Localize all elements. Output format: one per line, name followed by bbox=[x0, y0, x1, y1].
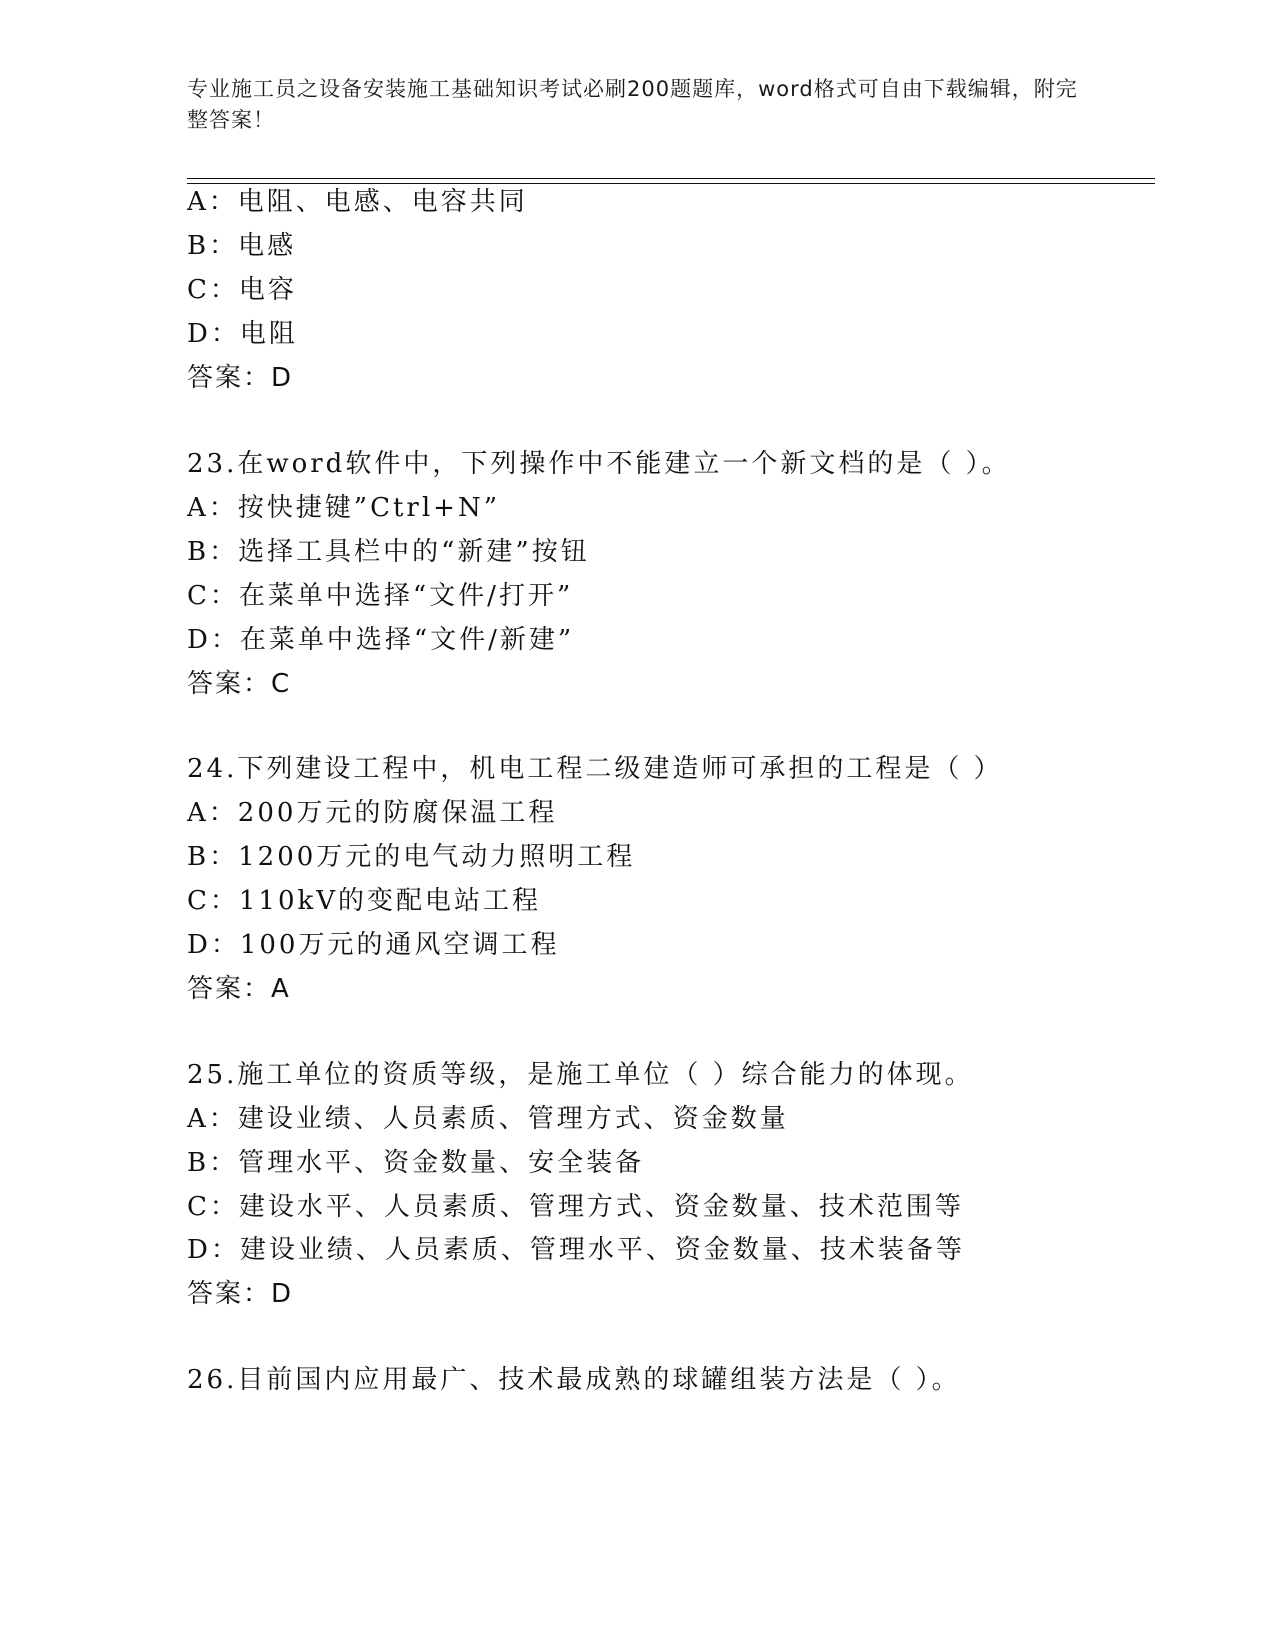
question-prompt: 24.下列建设工程中，机电工程二级建造师可承担的工程是（ ） bbox=[187, 754, 1003, 784]
question-prompt: 26.目前国内应用最广、技术最成熟的球罐组装方法是（ ）。 bbox=[187, 1365, 961, 1395]
answer-line: 答案：D bbox=[187, 1279, 294, 1309]
option-c: C：110kV的变配电站工程 bbox=[187, 886, 542, 916]
option-a: A：按快捷键”Ctrl+N” bbox=[187, 493, 500, 523]
option-a: A：200万元的防腐保温工程 bbox=[187, 798, 558, 828]
option-a: A：建设业绩、人员素质、管理方式、资金数量 bbox=[187, 1104, 789, 1134]
answer-line: 答案：C bbox=[187, 669, 292, 699]
option-d: D：在菜单中选择“文件/新建” bbox=[187, 625, 575, 655]
option-b: B：1200万元的电气动力照明工程 bbox=[187, 842, 636, 872]
question-prompt: 25.施工单位的资质等级，是施工单位（ ）综合能力的体现。 bbox=[187, 1060, 974, 1090]
option-a: A：电阻、电感、电容共同 bbox=[187, 187, 528, 217]
option-d: D：100万元的通风空调工程 bbox=[187, 930, 560, 960]
option-c: C：电容 bbox=[187, 275, 297, 305]
option-c: C：建设水平、人员素质、管理方式、资金数量、技术范围等 bbox=[187, 1192, 964, 1222]
question-prompt: 23.在word软件中，下列操作中不能建立一个新文档的是（ ）。 bbox=[187, 449, 1011, 479]
document-header: 专业施工员之设备安装施工基础知识考试必刷200题题库，word格式可自由下载编辑，附完整答案！ bbox=[187, 77, 1078, 132]
header-divider-bottom bbox=[187, 183, 1155, 184]
option-b: B：管理水平、资金数量、安全装备 bbox=[187, 1148, 645, 1178]
option-d: D：电阻 bbox=[187, 319, 298, 349]
answer-line: 答案：A bbox=[187, 974, 291, 1004]
header-divider-top bbox=[187, 178, 1155, 179]
option-b: B：选择工具栏中的“新建”按钮 bbox=[187, 537, 590, 567]
option-d: D：建设业绩、人员素质、管理水平、资金数量、技术装备等 bbox=[187, 1235, 965, 1265]
answer-line: 答案：D bbox=[187, 363, 294, 393]
option-b: B：电感 bbox=[187, 231, 297, 261]
option-c: C：在菜单中选择“文件/打开” bbox=[187, 581, 574, 611]
